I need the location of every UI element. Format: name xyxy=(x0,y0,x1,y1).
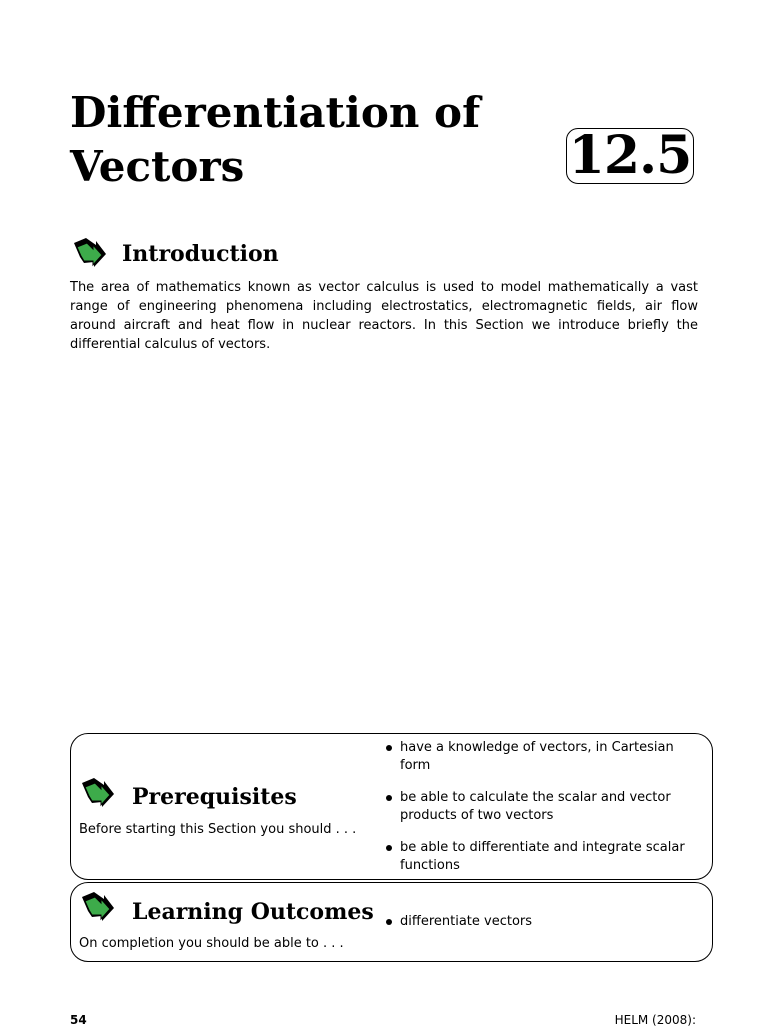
list-item: be able to differentiate and integrate scalar functions xyxy=(385,839,685,875)
title-line-2: Vectors xyxy=(70,142,245,191)
title-line-1: Differentiation of xyxy=(70,88,481,137)
learning-outcomes-subtext: On completion you should be able to . . . xyxy=(79,936,344,951)
list-item: differentiate vectors xyxy=(385,913,685,931)
learning-outcomes-list xyxy=(385,913,685,945)
introduction-text: The area of mathematics known as vector calculus is used to model mathematically a vast range of engineering phenomena including electrostatics, electromagnetic fields, air flow around aircraft and heat flow in nuclear reactors. In this Section we introduce briefly the differential calculus of vectors. xyxy=(70,280,698,352)
section-number: 12.5 xyxy=(568,125,692,186)
green-arrow-icon xyxy=(70,236,108,274)
page-title xyxy=(70,86,480,194)
list-item: have a knowledge of vectors, in Cartesian form xyxy=(385,739,685,775)
prerequisites-subtext: Before starting this Section you should . . . xyxy=(79,822,357,837)
section-number-badge xyxy=(566,125,694,186)
prerequisites-heading: Prerequisites xyxy=(132,784,297,810)
page-number: 54 xyxy=(70,1013,87,1027)
prerequisites-list xyxy=(385,739,685,889)
introduction-heading: Introduction xyxy=(122,241,279,267)
learning-outcomes-heading: Learning Outcomes xyxy=(132,899,374,925)
green-arrow-icon xyxy=(78,890,116,928)
footer-source: HELM (2008): xyxy=(614,1013,696,1027)
list-item: be able to calculate the scalar and vector products of two vectors xyxy=(385,789,685,825)
green-arrow-icon xyxy=(78,776,116,814)
